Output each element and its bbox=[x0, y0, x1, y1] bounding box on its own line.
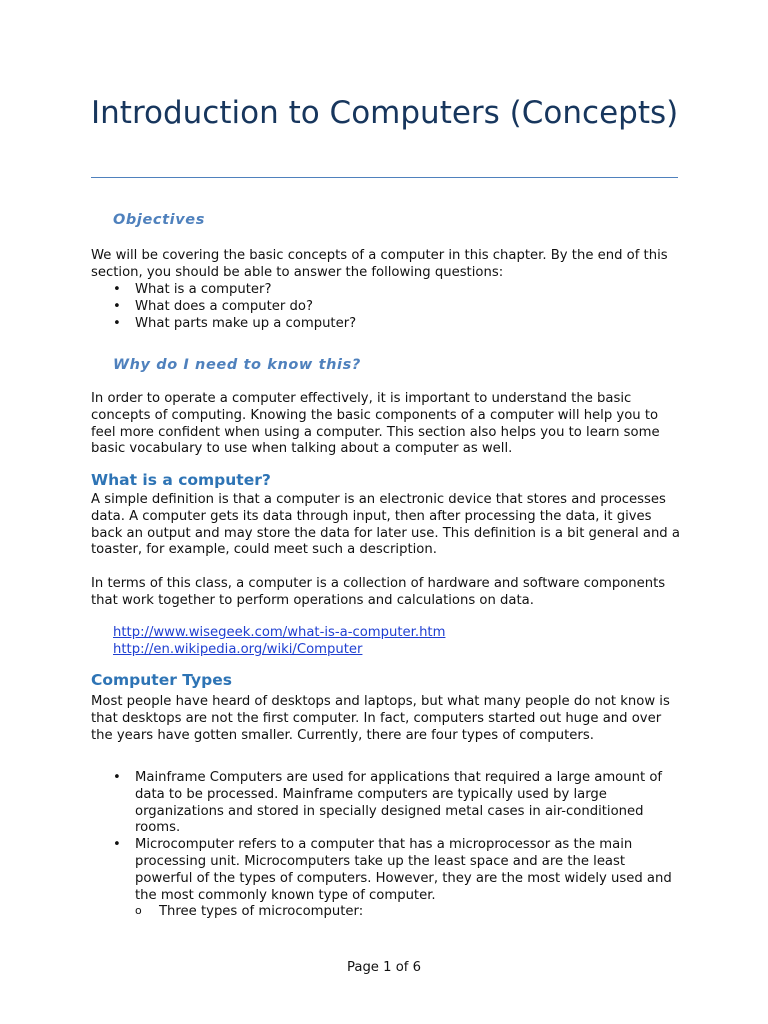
computer-types-heading: Computer Types bbox=[91, 671, 232, 689]
reference-links bbox=[113, 625, 445, 659]
computer-types-intro: Most people have heard of desktops and laptops, but what many people do not know is that desktops are not the first computer. In fact, computers started out huge and over the years have gotten smaller. Currently, there are four types of computers. bbox=[91, 694, 670, 743]
bullet-icon: • bbox=[113, 298, 121, 314]
hollow-bullet-icon: o bbox=[135, 904, 142, 918]
bullet-icon: • bbox=[113, 282, 121, 297]
what-is-para-2: In terms of this class, a computer is a collection of hardware and software components that work together to perform operations and calculations on data. bbox=[91, 576, 666, 608]
list-item: • What is a computer? bbox=[113, 282, 272, 297]
bullet-icon: • bbox=[113, 770, 121, 785]
page-number-footer: Page 1 of 6 bbox=[347, 960, 421, 975]
objectives-intro: We will be covering the basic concepts of a computer in this chapter. By the end of this section, you should be able to answer the following questions: bbox=[91, 248, 668, 280]
list-item: • Mainframe Computers are used for applications that required a large amount of data to be processed. Mainframe computers are typically used by large organizations and stored in specially designed metal cases in air-conditioned rooms. bbox=[113, 770, 663, 836]
wikipedia-link[interactable]: http://en.wikipedia.org/wiki/Computer bbox=[113, 641, 363, 657]
wisegeek-link[interactable]: http://www.wisegeek.com/what-is-a-computer.htm bbox=[113, 625, 446, 640]
list-item: • What parts make up a computer? bbox=[113, 315, 357, 331]
computer-types-list bbox=[91, 770, 681, 921]
page-title: Introduction to Computers (Concepts) bbox=[91, 95, 679, 131]
what-is-para-1: A simple definition is that a computer is an electronic device that stores and processes data. A computer gets its data through input, then after processing the data, it gives back an output and may store the data for later use. This definition is a bit general and a toaster, for example, could meet such a description. bbox=[91, 492, 680, 558]
list-item: o Three types of microcomputer: bbox=[135, 904, 364, 920]
bullet-icon: • bbox=[113, 315, 121, 331]
bullet-icon: • bbox=[113, 837, 121, 853]
what-is-heading: What is a computer? bbox=[91, 471, 271, 489]
objectives-heading: Objectives bbox=[113, 212, 205, 228]
title-divider bbox=[91, 177, 678, 178]
microcomputer-sublist bbox=[135, 904, 681, 921]
objectives-question-list bbox=[91, 282, 681, 332]
list-item: • What does a computer do? bbox=[113, 298, 313, 314]
why-body: In order to operate a computer effectively, it is important to understand the basic concepts of computing. Knowing the basic components of a computer will help you to feel more confident when using a computer. This section also helps you to learn some basic vocabulary to use when talking about a computer as well. bbox=[91, 391, 660, 457]
why-heading: Why do I need to know this? bbox=[113, 357, 361, 373]
list-item: • Microcomputer refers to a computer that has a microprocessor as the main processing unit. Microcomputers take up the least space and are the least powerful of the types of computers. However, they are the most widely used and the most commonly known type of computer. o Three types of microcomputer: bbox=[91, 837, 681, 921]
